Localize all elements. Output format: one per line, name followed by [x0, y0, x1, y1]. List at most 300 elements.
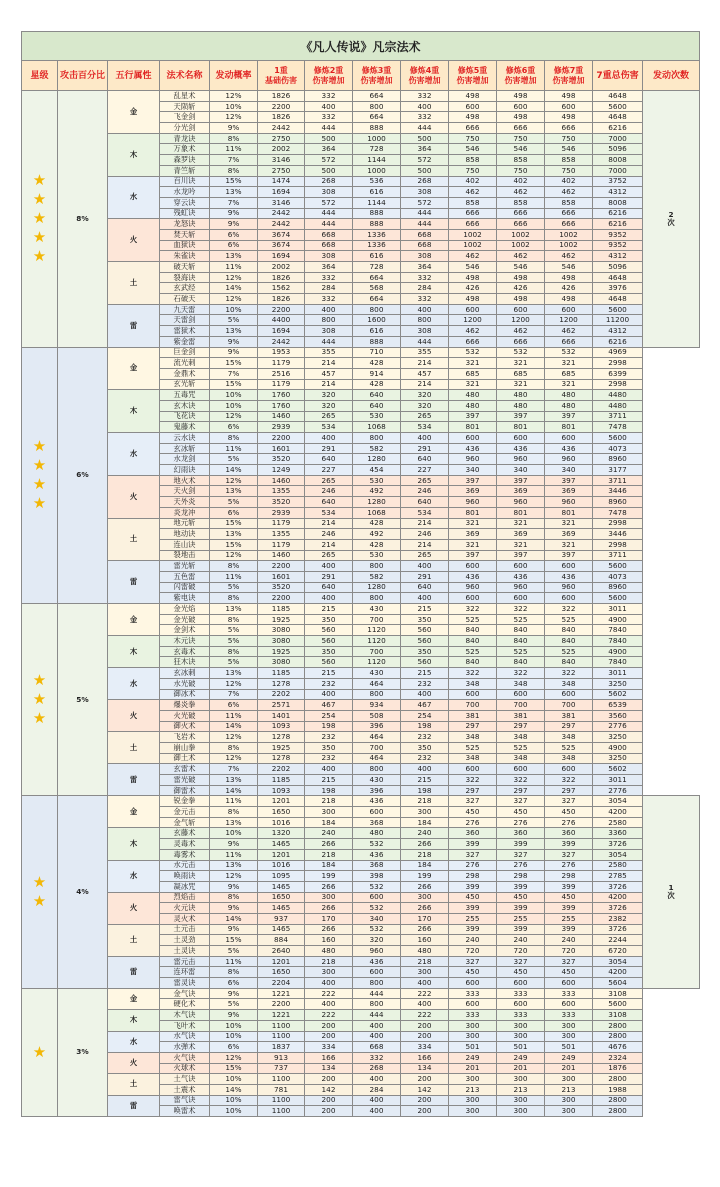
spell-name: 天雷剑 [160, 315, 210, 326]
table-cell: 1925 [258, 742, 305, 753]
table-cell: 840 [449, 657, 497, 668]
table-cell: 8960 [593, 582, 643, 593]
element-attribute: 金 [108, 988, 160, 1009]
table-cell: 397 [449, 550, 497, 561]
table-cell: 7840 [593, 625, 643, 636]
element-attribute: 木 [108, 390, 160, 433]
table-row [22, 764, 700, 775]
table-cell: 332 [401, 91, 449, 102]
table-cell: 3011 [593, 668, 643, 679]
table-cell: 800 [353, 978, 401, 989]
table-cell: 498 [497, 112, 545, 123]
table-cell: 11% [210, 849, 258, 860]
table-cell: 480 [497, 390, 545, 401]
table-cell: 6% [210, 507, 258, 518]
table-cell: 8% [210, 646, 258, 657]
table-cell: 600 [449, 433, 497, 444]
table-cell: 532 [497, 347, 545, 358]
table-cell: 464 [353, 678, 401, 689]
table-cell: 340 [353, 913, 401, 924]
table-cell: 1562 [258, 283, 305, 294]
table-cell: 600 [545, 764, 593, 775]
table-cell: 198 [305, 785, 353, 796]
star-icon: ★ [32, 247, 47, 266]
table-cell: 13% [210, 486, 258, 497]
table-cell: 600 [545, 689, 593, 700]
table-cell: 750 [545, 133, 593, 144]
table-cell: 8008 [593, 155, 643, 166]
spell-name: 朱雀诀 [160, 251, 210, 262]
table-cell: 266 [305, 924, 353, 935]
table-cell: 246 [305, 486, 353, 497]
table-cell: 13% [210, 668, 258, 679]
spell-name: 水气诀 [160, 1031, 210, 1042]
column-header-text: 发动概率 [215, 70, 252, 81]
table-cell: 1355 [258, 486, 305, 497]
spell-name: 金元击 [160, 807, 210, 818]
table-cell: 960 [545, 582, 593, 593]
table-row [22, 892, 700, 903]
cast-count [643, 91, 700, 348]
column-header-text: 修炼2重 [313, 65, 344, 75]
table-cell: 1068 [353, 507, 401, 518]
table-cell: 2204 [258, 978, 305, 989]
table-cell: 350 [305, 742, 353, 753]
table-cell: 218 [305, 956, 353, 967]
cast-count-text: 次 [667, 217, 675, 227]
table-cell: 200 [401, 1106, 449, 1117]
table-cell: 1460 [258, 411, 305, 422]
table-cell: 1278 [258, 678, 305, 689]
table-cell: 2442 [258, 336, 305, 347]
table-cell: 266 [305, 881, 353, 892]
table-cell: 436 [545, 571, 593, 582]
table-cell: 266 [401, 839, 449, 850]
table-cell: 15% [210, 379, 258, 390]
table-cell: 15% [210, 539, 258, 550]
table-cell: 4900 [593, 646, 643, 657]
table-cell: 2939 [258, 507, 305, 518]
table-cell: 464 [353, 753, 401, 764]
element-attribute: 木 [108, 1010, 160, 1031]
spell-name: 火球术 [160, 1063, 210, 1074]
element-attribute: 雷 [108, 764, 160, 796]
spell-name: 飞岩术 [160, 732, 210, 743]
table-cell: 2200 [258, 561, 305, 572]
table-cell: 2776 [593, 785, 643, 796]
table-cell: 322 [497, 775, 545, 786]
table-cell: 300 [497, 1074, 545, 1085]
table-cell: 11% [210, 710, 258, 721]
table-cell: 9% [210, 336, 258, 347]
table-cell: 1000 [353, 133, 401, 144]
spell-name: 玄木诀 [160, 400, 210, 411]
table-cell: 297 [449, 785, 497, 796]
table-cell: 214 [305, 518, 353, 529]
spell-name: 天陨斩 [160, 101, 210, 112]
table-cell: 3146 [258, 155, 305, 166]
table-row [22, 1095, 700, 1106]
table-cell: 1185 [258, 775, 305, 786]
table-cell: 2640 [258, 946, 305, 957]
table-cell: 232 [401, 753, 449, 764]
table-cell: 2800 [593, 1031, 643, 1042]
spell-name: 流光刺 [160, 358, 210, 369]
table-cell: 572 [305, 155, 353, 166]
table-cell: 640 [401, 454, 449, 465]
table-cell: 888 [353, 208, 401, 219]
table-cell: 160 [401, 935, 449, 946]
table-cell: 10% [210, 1020, 258, 1031]
column-header-text: 修炼7重 [553, 65, 584, 75]
table-cell: 200 [401, 1095, 449, 1106]
table-cell: 428 [353, 379, 401, 390]
spell-name: 水龙吟 [160, 187, 210, 198]
table-cell: 1144 [353, 197, 401, 208]
star-icon: ★ [32, 671, 47, 690]
spell-name: 土元击 [160, 924, 210, 935]
column-header-text: 基础伤害 [265, 75, 297, 85]
table-cell: 2580 [593, 817, 643, 828]
spell-name: 唤雷术 [160, 1106, 210, 1117]
table-cell: 430 [353, 604, 401, 615]
star-icon: ★ [32, 209, 47, 228]
star-icon: ★ [32, 873, 47, 892]
table-cell: 436 [545, 443, 593, 454]
table-cell: 399 [449, 924, 497, 935]
table-cell: 750 [497, 165, 545, 176]
table-cell: 600 [449, 978, 497, 989]
table-cell: 400 [305, 593, 353, 604]
table-cell: 348 [449, 753, 497, 764]
table-cell: 500 [401, 133, 449, 144]
table-cell: 14% [210, 721, 258, 732]
table-cell: 300 [401, 967, 449, 978]
table-cell: 402 [497, 176, 545, 187]
table-cell: 321 [497, 379, 545, 390]
table-cell: 444 [305, 123, 353, 134]
table-cell: 10% [210, 1074, 258, 1085]
spell-name: 青龙诀 [160, 133, 210, 144]
table-cell: 600 [353, 967, 401, 978]
column-header-text: 五行属性 [115, 70, 152, 81]
table-cell: 200 [305, 1095, 353, 1106]
element-attribute: 雷 [108, 956, 160, 988]
table-cell: 1000 [353, 165, 401, 176]
table-cell: 640 [305, 582, 353, 593]
table-cell: 322 [497, 668, 545, 679]
table-cell: 498 [545, 294, 593, 305]
table-cell: 321 [497, 518, 545, 529]
table-cell: 10% [210, 101, 258, 112]
table-cell: 444 [305, 336, 353, 347]
spell-name: 雷灵诀 [160, 978, 210, 989]
table-cell: 960 [449, 582, 497, 593]
table-cell: 214 [305, 358, 353, 369]
table-cell: 600 [497, 764, 545, 775]
spell-name: 水龙剑 [160, 454, 210, 465]
spell-name: 御土术 [160, 753, 210, 764]
table-cell: 300 [497, 1031, 545, 1042]
table-cell: 3726 [593, 881, 643, 892]
table-cell: 1694 [258, 251, 305, 262]
spell-name: 火气诀 [160, 1052, 210, 1063]
table-cell: 2998 [593, 539, 643, 550]
table-cell: 232 [305, 753, 353, 764]
table-cell: 801 [545, 507, 593, 518]
spell-name: 地火术 [160, 475, 210, 486]
table-cell: 333 [449, 1010, 497, 1021]
table-cell: 2800 [593, 1106, 643, 1117]
spell-name: 玄光斩 [160, 379, 210, 390]
table-row [22, 133, 700, 144]
table-cell: 240 [305, 828, 353, 839]
spell-name: 炎龙冲 [160, 507, 210, 518]
column-header-text: 伤害增加 [552, 75, 585, 85]
table-cell: 8% [210, 593, 258, 604]
spell-name: 连山诀 [160, 539, 210, 550]
table-cell: 300 [449, 1020, 497, 1031]
table-cell: 450 [497, 807, 545, 818]
table-cell: 1002 [497, 240, 545, 251]
element-attribute: 雷 [108, 1095, 160, 1116]
table-cell: 1120 [353, 625, 401, 636]
table-cell: 960 [449, 454, 497, 465]
table-cell: 327 [449, 956, 497, 967]
table-cell: 322 [545, 775, 593, 786]
table-cell: 266 [401, 881, 449, 892]
table-cell: 640 [401, 497, 449, 508]
table-cell: 1925 [258, 646, 305, 657]
table-cell: 600 [449, 999, 497, 1010]
table-cell: 232 [305, 732, 353, 743]
table-cell: 498 [449, 112, 497, 123]
table-cell: 333 [497, 1010, 545, 1021]
table-cell: 400 [305, 999, 353, 1010]
table-cell: 214 [305, 379, 353, 390]
column-header-text: 1重 [274, 65, 288, 75]
table-cell: 5% [210, 636, 258, 647]
table-cell: 291 [305, 443, 353, 454]
element-attribute: 火 [108, 892, 160, 924]
spell-name: 雷狱术 [160, 326, 210, 337]
table-cell: 508 [353, 710, 401, 721]
table-cell: 600 [449, 304, 497, 315]
table-cell: 2200 [258, 433, 305, 444]
table-cell: 5% [210, 999, 258, 1010]
table-cell: 332 [305, 112, 353, 123]
table-row [22, 732, 700, 743]
table-cell: 332 [401, 272, 449, 283]
table-cell: 9% [210, 988, 258, 999]
table-cell: 1826 [258, 112, 305, 123]
column-header [22, 61, 58, 91]
table-cell: 568 [353, 283, 401, 294]
table-cell: 913 [258, 1052, 305, 1063]
table-cell: 532 [353, 924, 401, 935]
table-cell: 327 [497, 956, 545, 967]
table-cell: 399 [449, 839, 497, 850]
column-header [497, 61, 545, 91]
table-cell: 4480 [593, 400, 643, 411]
table-cell: 560 [401, 657, 449, 668]
table-cell: 397 [497, 475, 545, 486]
table-cell: 396 [353, 721, 401, 732]
table-cell: 1760 [258, 390, 305, 401]
table-cell: 546 [497, 262, 545, 273]
spell-name: 金光破 [160, 614, 210, 625]
table-cell: 198 [401, 785, 449, 796]
table-cell: 327 [545, 956, 593, 967]
table-cell: 298 [449, 871, 497, 882]
table-cell: 501 [545, 1042, 593, 1053]
table-cell: 600 [353, 892, 401, 903]
table-cell: 198 [401, 721, 449, 732]
table-cell: 462 [545, 187, 593, 198]
table-cell: 9% [210, 347, 258, 358]
table-cell: 480 [353, 828, 401, 839]
table-cell: 320 [353, 935, 401, 946]
table-cell: 2750 [258, 133, 305, 144]
table-cell: 888 [353, 336, 401, 347]
star-icon: ★ [32, 171, 47, 190]
spell-name: 五色雷 [160, 571, 210, 582]
table-cell: 800 [353, 561, 401, 572]
cast-count-text: 次 [667, 891, 675, 901]
table-cell: 320 [305, 390, 353, 401]
table-cell: 322 [545, 668, 593, 679]
table-cell: 276 [545, 860, 593, 871]
table-cell: 9% [210, 123, 258, 134]
table-cell: 700 [497, 700, 545, 711]
table-cell: 12% [210, 475, 258, 486]
table-cell: 462 [449, 251, 497, 262]
table-cell: 268 [401, 176, 449, 187]
table-cell: 3054 [593, 796, 643, 807]
table-cell: 2244 [593, 935, 643, 946]
table-cell: 464 [353, 732, 401, 743]
table-cell: 327 [545, 849, 593, 860]
table-cell: 12% [210, 112, 258, 123]
spell-name: 火光破 [160, 710, 210, 721]
table-cell: 1280 [353, 454, 401, 465]
table-cell: 327 [545, 796, 593, 807]
table-cell: 397 [449, 411, 497, 422]
table-cell: 321 [449, 518, 497, 529]
table-row [22, 219, 700, 230]
table-cell: 480 [401, 946, 449, 957]
spell-name: 飞花诀 [160, 411, 210, 422]
table-cell: 800 [353, 764, 401, 775]
table-cell: 666 [545, 208, 593, 219]
table-cell: 397 [545, 475, 593, 486]
table-cell: 300 [497, 1106, 545, 1117]
table-cell: 666 [545, 219, 593, 230]
table-cell: 1002 [449, 229, 497, 240]
table-cell: 13% [210, 529, 258, 540]
table-cell: 3711 [593, 475, 643, 486]
table-cell: 218 [305, 796, 353, 807]
table-cell: 400 [305, 978, 353, 989]
table-cell: 254 [305, 710, 353, 721]
table-cell: 3976 [593, 283, 643, 294]
element-attribute: 水 [108, 176, 160, 219]
star-icon: ★ [32, 190, 47, 209]
star-group [22, 604, 700, 796]
spell-name: 唤雨诀 [160, 871, 210, 882]
table-cell: 400 [305, 304, 353, 315]
table-cell: 218 [401, 796, 449, 807]
spell-name: 百川诀 [160, 176, 210, 187]
table-cell: 15% [210, 1063, 258, 1074]
table-cell: 400 [305, 101, 353, 112]
table-cell: 1465 [258, 924, 305, 935]
table-cell: 397 [545, 411, 593, 422]
table-cell: 222 [401, 1010, 449, 1021]
table-cell: 5% [210, 454, 258, 465]
spell-name: 金光焰 [160, 604, 210, 615]
table-cell: 534 [305, 507, 353, 518]
spell-name: 天外炎 [160, 497, 210, 508]
table-cell: 781 [258, 1084, 305, 1095]
column-header-text: 修炼4重 [409, 65, 440, 75]
table-cell: 700 [545, 700, 593, 711]
table-cell: 400 [305, 689, 353, 700]
table-cell: 308 [305, 251, 353, 262]
table-cell: 525 [545, 646, 593, 657]
table-cell: 381 [449, 710, 497, 721]
spell-name: 天火剑 [160, 486, 210, 497]
table-cell: 7840 [593, 636, 643, 647]
table-cell: 6% [210, 422, 258, 433]
table-cell: 6% [210, 229, 258, 240]
table-cell: 297 [497, 721, 545, 732]
table-cell: 200 [401, 1020, 449, 1031]
table-row [22, 518, 700, 529]
table-cell: 600 [497, 978, 545, 989]
table-cell: 600 [497, 561, 545, 572]
table-cell: 700 [353, 614, 401, 625]
table-cell: 480 [545, 400, 593, 411]
table-cell: 321 [497, 539, 545, 550]
table-row [22, 390, 700, 401]
table-cell: 12% [210, 272, 258, 283]
cast-count-text: 1 [668, 883, 674, 893]
table-cell: 2571 [258, 700, 305, 711]
table-cell: 399 [545, 839, 593, 850]
spell-name: 飞金剑 [160, 112, 210, 123]
table-cell: 2002 [258, 262, 305, 273]
spell-name: 五毒咒 [160, 390, 210, 401]
star-group [22, 796, 700, 988]
table-cell: 4480 [593, 390, 643, 401]
table-cell: 600 [497, 433, 545, 444]
table-cell: 600 [353, 807, 401, 818]
table-row [22, 636, 700, 647]
attack-percent: 8% [58, 91, 108, 348]
table-cell: 1401 [258, 710, 305, 721]
table-cell: 450 [545, 892, 593, 903]
table-cell: 664 [353, 272, 401, 283]
attack-percent: 3% [58, 988, 108, 1116]
table-cell: 600 [449, 593, 497, 604]
table-cell: 666 [449, 219, 497, 230]
star-icon: ★ [32, 690, 47, 709]
table-cell: 2800 [593, 1020, 643, 1031]
table-cell: 297 [449, 721, 497, 732]
table-cell: 399 [497, 924, 545, 935]
table-cell: 291 [401, 443, 449, 454]
